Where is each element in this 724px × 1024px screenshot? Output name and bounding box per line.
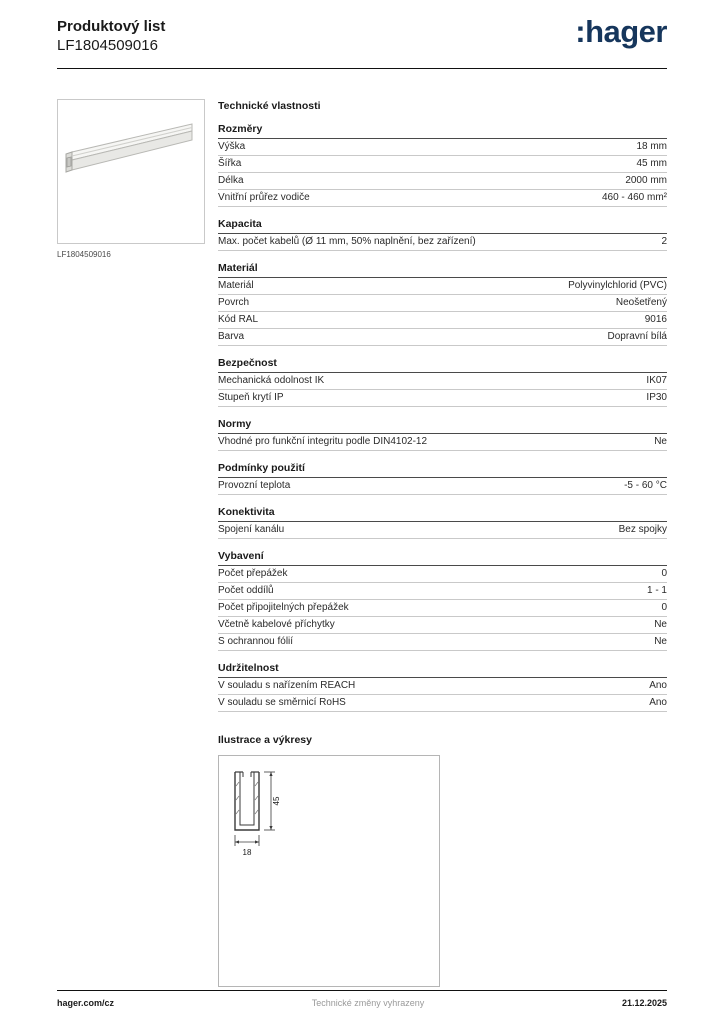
- spec-value: Ano: [649, 696, 667, 708]
- height-dimension-label: 45: [272, 796, 281, 805]
- spec-label: Kód RAL: [218, 313, 259, 325]
- spec-row: [218, 695, 667, 712]
- header-titles: [57, 18, 165, 56]
- section-heading: Kapacita: [218, 218, 667, 234]
- spec-row: [218, 295, 667, 312]
- spec-label: Barva: [218, 330, 245, 342]
- spec-label: Délka: [218, 174, 244, 186]
- product-illustration-svg: [58, 100, 205, 244]
- section-heading: Bezpečnost: [218, 357, 667, 373]
- spec-row: [218, 617, 667, 634]
- footer-disclaimer: Technické změny vyhrazeny: [311, 998, 425, 1008]
- section-heading: Rozměry: [218, 123, 667, 139]
- spec-label: Počet oddílů: [218, 584, 274, 596]
- spec-value: IP30: [646, 391, 667, 403]
- technical-drawing: [218, 755, 440, 987]
- spec-row: [218, 478, 667, 495]
- width-dimension-label: 18: [242, 847, 252, 857]
- spec-row: [218, 190, 667, 207]
- section-heading: Normy: [218, 418, 667, 434]
- product-code: LF1804509016: [57, 36, 158, 54]
- illustration-title: Ilustrace a výkresy: [218, 733, 312, 746]
- specifications-column: [218, 99, 667, 987]
- spec-row: [218, 634, 667, 651]
- spec-row: [218, 434, 667, 451]
- spec-label: Povrch: [218, 296, 250, 308]
- spec-value: Ano: [649, 679, 667, 691]
- spec-value: Neošetřený: [615, 296, 667, 308]
- spec-value: Ne: [654, 635, 667, 647]
- spec-label: Provozní teplota: [218, 479, 291, 491]
- spec-label: V souladu se směrnicí RoHS: [218, 696, 346, 708]
- section-heading: Vybavení: [218, 550, 667, 566]
- spec-value: Ne: [654, 618, 667, 630]
- spec-row: [218, 390, 667, 407]
- spec-label: Včetně kabelové příchytky: [218, 618, 335, 630]
- section-heading: Materiál: [218, 262, 667, 278]
- spec-value: 0: [661, 567, 667, 579]
- spec-value: Ne: [654, 435, 667, 447]
- spec-row: [218, 600, 667, 617]
- footer-website-link[interactable]: hager.com/cz: [57, 998, 115, 1008]
- section-heading: Udržitelnost: [218, 662, 667, 678]
- spec-row: [218, 234, 667, 251]
- spec-value: Bez spojky: [618, 523, 667, 535]
- product-image-panel: [57, 99, 205, 987]
- spec-row: [218, 173, 667, 190]
- spec-label: Mechanická odolnost IK: [218, 374, 325, 386]
- spec-value: Polyvinylchlorid (PVC): [568, 279, 667, 291]
- spec-label: Stupeň krytí IP: [218, 391, 284, 403]
- hager-logo: :hager: [575, 14, 667, 49]
- spec-row: [218, 278, 667, 295]
- spec-row: [218, 583, 667, 600]
- page-title: Produktový list: [57, 18, 166, 35]
- spec-value: 2: [661, 235, 667, 247]
- spec-value: 2000 mm: [625, 174, 667, 186]
- spec-value: 9016: [644, 313, 667, 325]
- product-image-caption: LF1804509016: [57, 249, 111, 259]
- cross-section-svg: [219, 756, 439, 986]
- spec-row: [218, 139, 667, 156]
- spec-label: Počet přepážek: [218, 567, 288, 579]
- spec-row: [218, 522, 667, 539]
- spec-value: -5 - 60 °C: [624, 479, 667, 491]
- spec-row: [218, 312, 667, 329]
- spec-value: IK07: [646, 374, 667, 386]
- spec-value: 18 mm: [636, 140, 667, 152]
- spec-label: S ochrannou fólií: [218, 635, 294, 647]
- spec-value: 0: [661, 601, 667, 613]
- spec-label: Šířka: [218, 157, 242, 169]
- spec-label: V souladu s nařízením REACH: [218, 679, 356, 691]
- footer-date: 21.12.2025: [621, 998, 667, 1008]
- spec-label: Spojení kanálu: [218, 523, 285, 535]
- product-image: [57, 99, 205, 244]
- spec-sections: [218, 123, 667, 712]
- content-area: [57, 99, 667, 987]
- spec-value: 460 - 460 mm²: [601, 191, 667, 203]
- spec-value: Dopravní bílá: [607, 330, 667, 342]
- spec-value: 45 mm: [636, 157, 667, 169]
- spec-label: Materiál: [218, 279, 254, 291]
- section-heading: Konektivita: [218, 506, 667, 522]
- spec-label: Počet připojitelných přepážek: [218, 601, 349, 613]
- section-heading: Podmínky použití: [218, 462, 667, 478]
- spec-label: Výška: [218, 140, 246, 152]
- spec-label: Vhodné pro funkční integritu podle DIN4102-12: [218, 435, 428, 447]
- document-header: [57, 14, 667, 69]
- spec-row: [218, 373, 667, 390]
- spec-row: [218, 678, 667, 695]
- spec-row: [218, 566, 667, 583]
- spec-row: [218, 156, 667, 173]
- spec-value: 1 - 1: [646, 584, 667, 596]
- document-footer: [57, 990, 667, 1008]
- spec-label: Max. počet kabelů (Ø 11 mm, 50% naplnění, bez zařízení): [218, 235, 476, 247]
- spec-row: [218, 329, 667, 346]
- specs-title: Technické vlastnosti: [218, 99, 321, 112]
- spec-label: Vnitřní průřez vodiče: [218, 191, 310, 203]
